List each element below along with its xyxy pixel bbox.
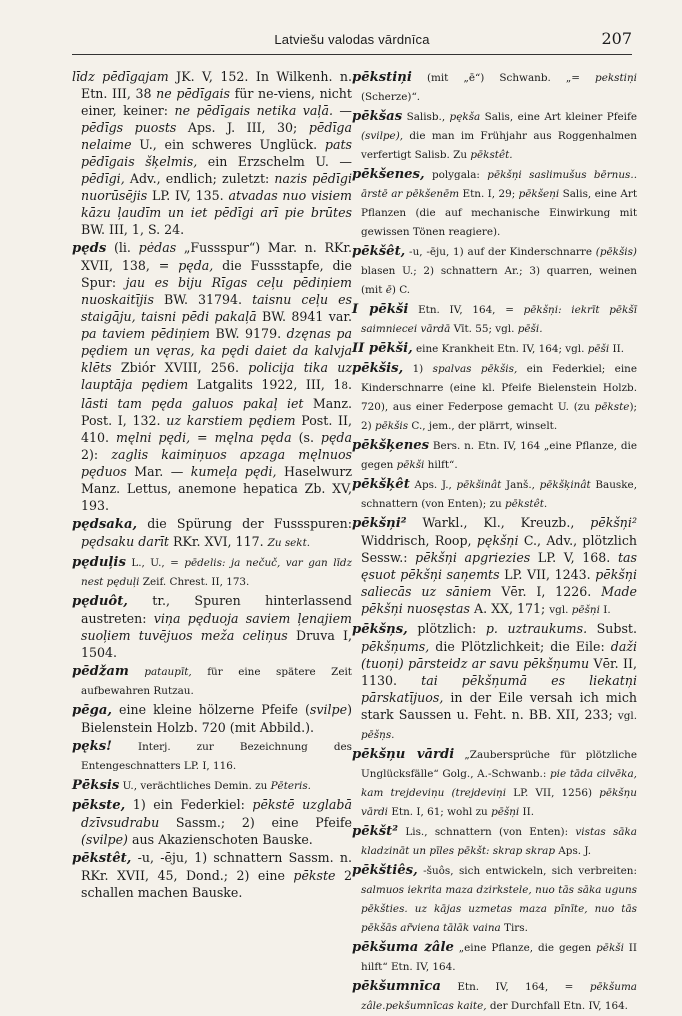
entry-text: BW. 9179.: [209, 326, 287, 341]
entry-text: lāsti tam pęda galuos pakaļ iet: [81, 396, 304, 411]
entry-headword: pēkšņs,: [352, 622, 408, 637]
entry-text: die Spürung der Fussspuren:: [137, 516, 352, 531]
entry-text: pēkste: [293, 868, 336, 883]
entry-headword: pēkšuma zâle: [352, 940, 454, 955]
entry-headword: pēga,: [72, 703, 112, 718]
entry-text: pēkšņi apgriezies: [415, 550, 531, 565]
entry-text: pēkšeņi: [518, 188, 560, 200]
entry-text: Manz. Post. I, 132.: [81, 396, 353, 428]
entry-text: in der Eile versah ich mich stark Saussen u. Feht. n. BB. XII, 233;: [361, 690, 637, 722]
entry-text: pēkstêt.: [470, 149, 513, 161]
entry-text: blasen U.; 2) schnattern Ar.; 3) quarren, weinen (mit: [361, 265, 637, 296]
entry-headword: pęds: [72, 241, 107, 256]
entry-headword: Pēksis: [72, 778, 120, 793]
entry-text: „eine Pflanze, die gegen: [453, 942, 597, 954]
entry-headword: pēkstiņi: [352, 70, 412, 85]
entry-text: pękša: [449, 111, 481, 123]
entry-text: Aps. J. III, 30;: [176, 120, 309, 135]
dictionary-entry: [352, 620, 637, 744]
entry-text: pēkšinât: [456, 479, 502, 491]
entry-text: Interj. zur Bezeichnung des Entengeschnatters LP. I, 116.: [81, 741, 352, 772]
entry-text: 8: [341, 380, 348, 392]
entry-text: Made pēkšņi nuosęstas: [361, 584, 638, 616]
dictionary-entry: [72, 662, 352, 700]
entry-text: pēkšis: [374, 420, 409, 432]
entry-text: tr., Spuren hinterlassend austreten:: [81, 593, 352, 626]
dictionary-entry: [352, 242, 637, 299]
entry-text: pēkšņi²: [590, 515, 637, 530]
entry-text: 2 schallen machen Bauske.: [81, 868, 352, 900]
dictionary-entry: [72, 239, 352, 514]
entry-text: vgl.: [549, 604, 572, 616]
entry-text: jau es biju Rīgas ceļu pēdiņiem nuoskaitījis: [81, 275, 352, 307]
entry-text: pēdīgs puosts: [81, 120, 177, 135]
entry-text: Vēr. I, 1226.: [491, 584, 602, 599]
entry-text: nazis pēdīgi nuorūsējis: [81, 171, 352, 203]
entry-text: eine Krankheit Etn. IV, 164; vgl.: [412, 343, 588, 355]
entry-headword: pēkste,: [72, 798, 126, 813]
entry-headword: pędsaka,: [72, 517, 138, 532]
entry-text: pēši.: [517, 323, 543, 335]
entry-text: Etn. I, 29;: [459, 188, 519, 200]
entry-text: Etn. IV, 164, =: [408, 304, 524, 316]
entry-text: daži (tuoņi) pārsteidz ar savu pēkšņumu: [361, 639, 637, 671]
entry-text: Salis, eine Art kleiner Pfeife: [480, 111, 638, 123]
dictionary-entry: [352, 938, 637, 976]
entry-headword: pęduôt,: [72, 594, 128, 609]
entry-text: pękšņi: [476, 533, 519, 548]
entry-text: eine kleine hölzerne Pfeife (: [111, 702, 310, 717]
entry-text: pēkste: [594, 401, 630, 413]
entry-text: pats pēdīgais šķelmis,: [81, 137, 352, 169]
entry-text: pēkšķinât: [539, 479, 591, 491]
entry-text: ne pēdīgais netika vaļā.: [174, 103, 333, 118]
entry-text: C., Adv., plötzlich Sessw.:: [361, 533, 637, 565]
dictionary-entry: [72, 592, 352, 661]
page-number: 207: [601, 29, 632, 48]
entry-text: ne pēdīgais: [156, 86, 230, 101]
entry-text: Subst.: [587, 621, 637, 636]
entry-text: Haselwurz Manz. Lettus, anemone hepatica Zb. XV, 193.: [81, 464, 352, 513]
entry-text: pęda,: [178, 258, 214, 273]
entry-text: ein Erzschelm U. —: [197, 154, 352, 169]
entry-text: I.: [599, 604, 611, 616]
entry-text: II.: [519, 806, 535, 818]
entry-text: dzęnas pa pędiem un vęras, ka pędi daiet da kalvja klēts: [81, 326, 352, 375]
dictionary-entry: [352, 107, 637, 164]
dictionary-entry: [352, 514, 637, 619]
entry-text: pie tāda cilvēka, kam trejdeviņu (trejdeviņi: [361, 768, 637, 799]
entry-text: LP. VII, 1256): [506, 787, 600, 799]
entry-text: ) C.: [391, 284, 411, 296]
entry-text: Warkl., Kl., Kreuzb.,: [406, 515, 591, 530]
entry-text: ein Federkiel; eine Kinderschnarre (eine kl. Pfeife Bielenstein Holzb. 720), aus einer Federpose gemacht U. (zu: [361, 363, 637, 413]
entry-text: 1): [403, 363, 433, 375]
entry-text: ē: [385, 284, 392, 296]
entry-text: pēkšņums,: [361, 639, 430, 654]
dictionary-entry: [72, 701, 352, 736]
entry-text: der Durchfall Etn. IV, 164.: [486, 1000, 628, 1012]
entry-headword: II pēkši,: [352, 341, 413, 356]
entry-text: Zeif. Chrest. II, 173.: [139, 576, 250, 588]
entry-text: Zbiór XVIII, 256.: [111, 360, 249, 375]
entry-headword: pēkšumnīca: [352, 979, 441, 994]
entry-text: Etn. IV, 164, =: [440, 981, 590, 993]
entry-text: Janš.,: [501, 479, 540, 491]
entry-text: (mit „ē“) Schwanb. „=: [411, 72, 596, 84]
entry-text: -u, -ēju, 1) schnattern Sassm. n. RKr. XVII, 45, Dond.; 2) eine: [81, 850, 352, 883]
entry-text: salmuos iekrita maza dzirkstele, nuo tās sāka uguns pēkšties. uz kājas uzmetas maza pīnīte, nuo tās pēkšās ar̃viena tālāk vaina: [361, 884, 637, 934]
entry-headword: pēkšêt,: [352, 244, 406, 259]
entry-text: plötzlich:: [407, 621, 486, 636]
entry-text: Vēr. II, 1130.: [361, 656, 637, 688]
entry-text: pēši: [587, 343, 610, 355]
entry-text: die Fussstapfe, die Spur:: [81, 258, 352, 290]
entry-text: „Zaubersprüche für plötzliche Unglücksfälle“ Golg., A.-Schwanb.:: [361, 749, 637, 780]
entry-text: vistas sāka kladzināt un pīles pēkšt: skrap skrap: [361, 826, 637, 857]
entry-text: Salis, eine Art Pflanzen (die auf mechanische Einwirkung mit gewissen Tönen reagiere).: [361, 188, 637, 238]
entry-text: Bers. n. Etn. IV, 164 „eine Pflanze, die gegen: [361, 440, 637, 471]
entry-text: pēkšņi saslimušus bērnus.. ārstē ar pēkšenēm: [361, 169, 637, 200]
entry-text: Vīt. 55; vgl.: [450, 323, 518, 335]
entry-text: męlni pędi,: [115, 430, 191, 445]
entry-text: pēkstêt.: [505, 498, 548, 510]
entry-text: Aps. J.: [555, 845, 592, 857]
entry-text: polygala:: [424, 169, 488, 181]
entry-text: pataupīt,: [144, 666, 192, 678]
entry-headword: pēkštiês,: [352, 863, 418, 878]
entry-text: die man im Frühjahr aus Roggenhalmen verfertigt Salisb. Zu: [361, 130, 637, 161]
entry-text: Sassm.; 2) eine Pfeife: [159, 815, 352, 830]
entry-text: pēkstē uzglabā dzīvsudrabu: [81, 797, 352, 830]
entry-text: .: [347, 377, 352, 392]
entry-text: Mar. —: [126, 464, 191, 479]
entry-text: LP. V, 168.: [530, 550, 618, 565]
entry-text: pēšņi: [571, 604, 600, 616]
entry-text: pekstiņi: [595, 72, 637, 84]
page-header: [72, 28, 632, 55]
dictionary-entry: [72, 796, 352, 848]
entry-text: 1) ein Federkiel:: [125, 797, 253, 812]
entry-text: U., verächtliches Demin. zu: [119, 780, 271, 792]
entry-headword: pēkšņi²: [352, 516, 407, 531]
entry-text: pēkši: [396, 459, 425, 471]
entry-text: Adv., endlich; zuletzt:: [124, 171, 275, 186]
entry-text: viņa pęduoja saviem ļenajiem suoļiem tuvējuos meža celiņus: [81, 611, 352, 643]
entry-text: C., jem., der plärrt, winselt.: [408, 420, 558, 432]
entry-text: Druva I, 1504.: [81, 628, 352, 660]
entry-headword: pēkstêt,: [72, 851, 132, 866]
entry-text: (Scherze)“.: [361, 91, 421, 103]
entry-headword: pēkšņu vārdi: [352, 747, 455, 762]
left-column: [72, 68, 352, 902]
entry-text: (li.: [106, 240, 139, 255]
entry-headword: pēkšķêt: [352, 477, 410, 492]
entry-text: Zu sekt.: [267, 537, 311, 549]
entry-text: LP. VII, 1243.: [499, 567, 596, 582]
entry-headword: pēkšenes,: [352, 167, 425, 182]
entry-text: pēkšņu vārdi: [361, 787, 638, 818]
entry-text: ); 2): [361, 401, 637, 432]
entry-text: 2):: [81, 447, 112, 462]
dictionary-entry: [352, 861, 637, 937]
running-title: Latviešu valodas vārdnīca: [274, 32, 430, 47]
dictionary-entry: [72, 68, 352, 238]
entry-text: tai pēkšņumā es liekatņi pārskatījuos,: [361, 673, 638, 705]
entry-text: pēdīga nelaime: [81, 120, 352, 152]
entry-text: II hilft“ Etn. IV, 164.: [361, 942, 637, 973]
entry-text: für ne-viens, nicht einer, keiner:: [81, 86, 352, 118]
entry-text: pēdīgi,: [81, 171, 125, 186]
entry-text: A. XX, 171;: [469, 601, 550, 616]
entry-text: (svilpe): [81, 832, 128, 847]
entry-headword: pēkšķenes: [352, 438, 430, 453]
entry-text: zaglis kaimiņuos apzaga męlnuos pęduos: [81, 447, 352, 479]
entry-text: p. uztraukums.: [485, 621, 588, 636]
entry-text: līdz pēdīgajam: [72, 69, 169, 84]
entry-text: pēkši: [596, 942, 624, 954]
entry-text: Bauske, schnattern (von Enten); zu: [361, 479, 637, 510]
entry-text: hilft“.: [424, 459, 458, 471]
entry-text: pēkšuma zâle.pekšumnīcas kaite,: [361, 981, 637, 1012]
entry-text: BW. 8941 var.: [256, 309, 352, 324]
entry-text: =: [190, 430, 215, 445]
entry-text: pēkšņi saliecās uz sāniem: [361, 567, 637, 599]
entry-headword: pēkšas: [352, 109, 403, 124]
dictionary-entry: [352, 165, 637, 241]
entry-text: LP. IV, 135.: [147, 188, 229, 203]
entry-text: Tirs.: [500, 922, 528, 934]
dictionary-entry: [72, 737, 352, 775]
entry-text: męlna pęda: [214, 430, 292, 445]
entry-headword: pēkšt²: [352, 824, 399, 839]
dictionary-entry: [352, 475, 637, 513]
entry-headword: pęduļis: [72, 555, 126, 570]
entry-text: uz karstiem pędiem: [166, 413, 296, 428]
entry-text: II.: [609, 343, 625, 355]
entry-text: JK. V, 152. In Wilkenh. n. Etn. III, 38: [81, 69, 352, 101]
dictionary-entry: [72, 849, 352, 901]
entry-text: atvadas nuo visiem kāzu ļaudīm un iet pēdīgi arī pie brūtes: [81, 188, 352, 220]
entry-text: pēkšņi: iekrīt pēkšī saimniecei vārdā: [361, 304, 637, 335]
dictionary-entry: [352, 300, 637, 338]
entry-text: pėdas: [138, 240, 177, 255]
entry-text: für eine spätere Zeit aufbewahren Rutzau.: [81, 666, 352, 697]
dictionary-entry: [352, 436, 637, 474]
entry-text: -šuôs, sich entwickeln, sich verbreiten:: [417, 865, 637, 877]
dictionary-entry: [72, 776, 352, 795]
entry-text: BW. III, 1, S. 24.: [81, 222, 185, 237]
entry-text: vgl.: [617, 710, 637, 722]
entry-text: pa taviem pēdiņiem: [81, 326, 210, 341]
entry-text: taisnu ceļu es staigāju, taisni pēdi pakaļā: [81, 292, 352, 324]
entry-text: BW. 31794.: [153, 292, 253, 307]
entry-text: die Plötzlichkeit; die Eile:: [429, 639, 611, 654]
entry-text: Widdrisch, Roop,: [361, 533, 477, 548]
dictionary-entry: [72, 553, 352, 591]
entry-text: Latgalits 1922, III, 1: [188, 377, 342, 392]
entry-text: Lis., schnattern (von Enten):: [398, 826, 576, 838]
entry-text: Aps. J.,: [409, 479, 457, 491]
entry-text: „Fussspur“) Mar. n. RKr. XVII, 138, =: [81, 240, 352, 273]
entry-headword: pēdžam: [72, 664, 129, 679]
dictionary-entry: [352, 822, 637, 860]
entry-text: RKr. XVI, 117.: [168, 534, 268, 549]
right-column: [352, 68, 637, 1016]
dictionary-entry: [352, 359, 637, 435]
entry-text: L., U., =: [125, 557, 185, 569]
entry-text: aus Akazienschoten Bauske.: [127, 832, 313, 847]
dictionary-entry: [352, 339, 637, 358]
entry-text: Post. II, 410.: [81, 413, 353, 445]
entry-text: Salisb.,: [402, 111, 450, 123]
entry-text: spalvas pēkšis,: [432, 363, 518, 375]
entry-text: pēšņs.: [361, 729, 395, 741]
entry-text: Etn. I, 61; wohl zu: [388, 806, 492, 818]
entry-text: policija tika uz lauptāja pędiem: [81, 360, 352, 392]
dictionary-entry: [352, 745, 637, 821]
entry-text: (s.: [291, 430, 321, 445]
entry-text: [129, 666, 145, 678]
entry-text: pēšņi: [491, 806, 520, 818]
entry-text: pędsaku darīt: [81, 534, 169, 549]
entry-headword: pęks!: [72, 739, 112, 754]
entry-text: pęda: [320, 430, 352, 445]
entry-text: pēdelis: ja nečuč, var gan līdz nest pęduļi: [81, 557, 352, 588]
dictionary-entry: [352, 977, 637, 1015]
entry-text: U., ein schweres Unglück.: [131, 137, 325, 152]
dictionary-entry: [72, 515, 352, 552]
entry-text: —: [332, 103, 352, 118]
entry-text: ) Bielenstein Holzb. 720 (mit Abbild.).: [81, 702, 352, 735]
entry-text: tas ęsuot pēkšņi saņemts: [361, 550, 637, 582]
dictionary-entry: [352, 68, 637, 106]
entry-text: svilpe: [309, 702, 348, 717]
entry-text: Pēteris.: [270, 780, 311, 792]
entry-text: (pēkšis): [595, 246, 637, 258]
entry-text: kumeļa pędi,: [190, 464, 277, 479]
entry-headword: pēkšis,: [352, 361, 404, 376]
entry-text: -u, -ēju, 1) auf der Kinderschnarre: [405, 246, 596, 258]
entry-headword: I pēkši: [352, 302, 409, 317]
entry-text: (svilpe),: [361, 130, 404, 142]
